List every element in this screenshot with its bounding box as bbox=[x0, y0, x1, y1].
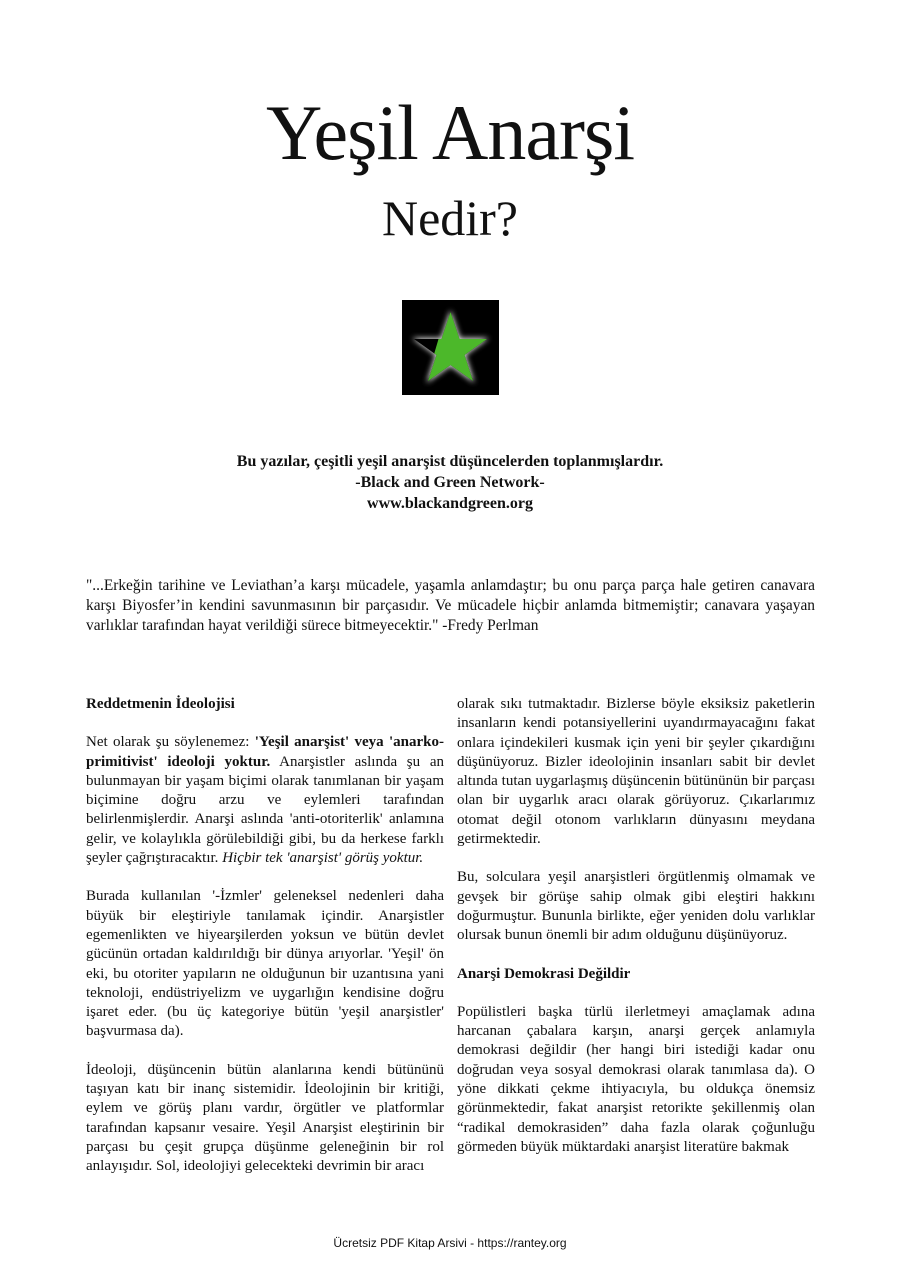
intro-line: Bu yazılar, çeşitli yeşil anarşist düşüncelerden toplanmışlardır. bbox=[236, 453, 664, 470]
paragraph: Bu, solculara yeşil anarşistleri örgütlenmiş olmamak ve gevşek bir görüşe sahip olmak gibi eleştiri hakkını doğurmuştur. Bununla birlikte, eğer yeniden dolu varlıklar olursak bunun önemli bir adım olduğunu düşünüyoruz. bbox=[457, 869, 815, 944]
section-heading: Reddetmenin İdeolojisi bbox=[86, 696, 235, 712]
emphasis-bold: 'Yeşil anarşist' veya 'anarko-primitivist' ideoloji yoktur. bbox=[86, 734, 444, 770]
intro-organization: -Black and Green Network- bbox=[355, 474, 545, 491]
right-column bbox=[457, 695, 815, 1157]
paragraph: Net olarak şu söylenemez: 'Yeşil anarşist' veya 'anarko-primitivist' ideoloji yoktur. Anarşistler aslında şu an bulunmayan bir yaşam biçimi olarak tanımlanan bir yaşam biçimine doğru arzu ve eylemleri tarafından belirlenmişlerdir. Anarşi aslında 'anti-otoriterlik' anlamına gelir, ve kolaylıkla görülebildiği gibi, bu da herkese farklı şeyler çağrıştıracaktır. Hiçbir tek 'anarşist' görüş yoktur. bbox=[86, 734, 444, 867]
section-heading: Anarşi Demokrasi Değildir bbox=[457, 965, 631, 982]
page-footer: Ücretsiz PDF Kitap Arsivi - https://rantey.org bbox=[333, 1236, 567, 1250]
page-subtitle: Nedir? bbox=[381, 190, 519, 246]
intro-block bbox=[0, 451, 900, 514]
intro-website: www.blackandgreen.org bbox=[367, 495, 533, 512]
epigraph-quote: "...Erkeğin tarihine ve Leviathan’a karşı mücadele, yaşamla anlamdaştır; bu onu parça parça hale getiren canavara karşı Biyosfer’in kendini savunmasının bir parçasıdır. Ve mücadele hiçbir anlamda bitmemiştir; canavara yaşayan varlıklar tarafından hayat verildiği sürece bitmeyecektir." -Fredy Perlman bbox=[86, 577, 815, 634]
left-column bbox=[86, 695, 444, 1177]
black-green-star-icon bbox=[402, 300, 499, 395]
paragraph: olarak sıkı tutmaktadır. Bizlerse böyle eksiksiz paketlerin insanların kendi potansiyellerini uyandırmayacağını fakat onlara içindekileri kusmak için yeni bir şeyler çıkardığını düşünüyoruz. Bizler ideolojinin insanları sabit bir devlet altında tutan uygarlaşmış düşüncenin bütününün bir parçası olan bir uygarlık aracı olarak görüyoruz. Çıkarlarımız otomat değil otonom varlıkların dünyasını meydana getirmektedir. bbox=[457, 696, 815, 848]
emphasis-italic: Hiçbir tek 'anarşist' görüş yoktur. bbox=[222, 850, 424, 867]
paragraph: Popülistleri başka türlü ilerletmeyi amaçlamak adına harcanan çabalara karşın, anarşi gerçek anlamıyla demokrasi değildir (her hangi biri istediği kadar onu doğrudan veya sosyal demokrasi olarak tanımlasa da). O yöne dikkati çekme ihtiyacıyla, bu oldukça önemsiz görünmektedir, fakat anarşist retorikte şekillenmiş olan “radikal demokrasiden” daha fazla olarak çoğunluğu görmeden büyük müktardaki anarşist literatüre bakmak bbox=[457, 1003, 815, 1155]
paragraph: Burada kullanılan '-İzmler' geleneksel nedenleri daha büyük bir eleştiriyle tanılamak içindir. Anarşistler egemenlikten ve hiyearşilerden yoksun ve bütün devlet gücünün ortadan kaldırıldığı bir dünya arıyorlar. 'Yeşil' ön eki, bu otoriter yapıların ne olduğunun bir uzantısına yani teknoloji, endüstriyelizm ve uygarlığın kendisine doğru işaret eder. (bu üç kategoriye bütün 'yeşil anarşistler' başvurmasa da). bbox=[86, 888, 444, 1040]
paragraph: İdeoloji, düşüncenin bütün alanlarına kendi bütününü taşıyan katı bir inanç sistemidir. İdeolojinin bir kritiği, eylem ve görüş planı vardır, örgütler ve platformlar tarafından kapsanır vesaire. Yeşil Anarşist eleştirinin bir parçası bu çeşit grupça düşünme geleneğinin bir rol anlayışıdır. Sol, ideolojiyi gelecekteki devrimin bir aracı bbox=[86, 1061, 444, 1175]
page-title: Yeşil Anarşi bbox=[266, 89, 634, 176]
